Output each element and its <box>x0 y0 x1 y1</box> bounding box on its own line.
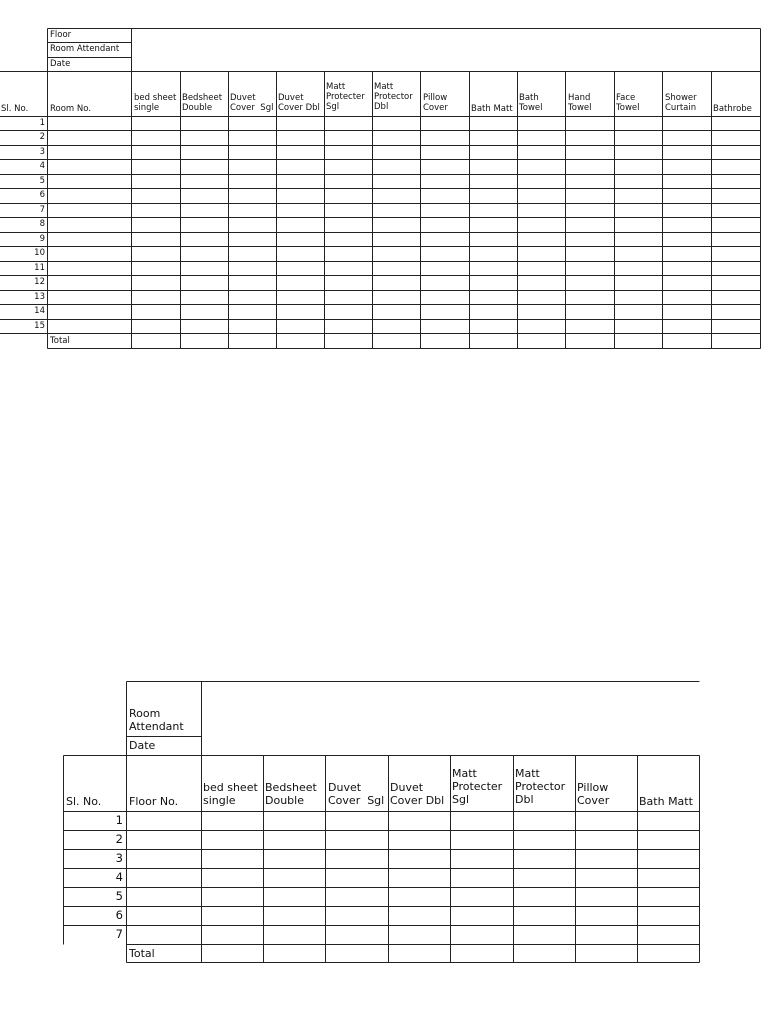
row-number: 6 <box>39 190 45 200</box>
col-header-room-no: Room No. <box>50 104 92 114</box>
row-number: 4 <box>115 870 123 884</box>
total-label: Total <box>129 947 155 960</box>
field-label-room-attendant: Room Attendant <box>50 44 120 54</box>
col-header-sl-no: Sl. No. <box>66 795 102 808</box>
row-number: 7 <box>39 205 45 215</box>
col-header-matt-protecter-sgl: Matt Protecter Sgl <box>452 767 503 806</box>
col-header-pillow-cover: Pillow Cover <box>423 93 448 113</box>
row-number: 1 <box>115 813 123 827</box>
row-number: 2 <box>115 832 123 846</box>
row-number: 2 <box>39 132 45 142</box>
col-header-duvet-cover-sgl: Duvet Cover Sgl <box>328 781 385 807</box>
linen-sheet-by-room <box>0 0 768 360</box>
row-number: 15 <box>34 321 45 331</box>
row-number: 14 <box>34 306 45 316</box>
col-header-duvet-cover-dbl: Duvet Cover Dbl <box>390 781 445 807</box>
row-number: 5 <box>115 889 123 903</box>
col-header-duvet-cover-sgl: Duvet Cover Sgl <box>230 93 274 113</box>
col-header-hand-towel: Hand Towel <box>568 93 592 113</box>
row-number: 4 <box>39 161 45 171</box>
row-number: 11 <box>34 263 45 273</box>
row-number: 3 <box>115 851 123 865</box>
col-header-pillow-cover: Pillow Cover <box>577 781 610 807</box>
row-number: 7 <box>115 927 123 941</box>
row-number: 9 <box>39 234 45 244</box>
col-header-shower-curtain: Shower Curtain <box>665 93 697 113</box>
row-number: 1 <box>39 118 45 128</box>
row-number: 8 <box>39 219 45 229</box>
col-header-bathrobe: Bathrobe <box>713 104 752 114</box>
col-header-bath-matt: Bath Matt <box>471 104 513 114</box>
field-label-date: Date <box>50 59 71 69</box>
row-number: 13 <box>34 292 45 302</box>
col-header-matt-protecter-sgl: Matt Protecter Sgl <box>326 82 365 112</box>
col-header-bed-sheet-single: bed sheet single <box>203 781 258 807</box>
col-header-bath-matt: Bath Matt <box>639 795 693 808</box>
col-header-bed-sheet-single: bed sheet single <box>134 93 177 113</box>
field-label-room-attendant: Room Attendant <box>129 707 184 733</box>
field-label-floor: Floor <box>50 30 72 40</box>
total-label: Total <box>50 336 70 346</box>
row-number: 6 <box>115 908 123 922</box>
field-label-date: Date <box>129 739 156 752</box>
row-number: 12 <box>34 277 45 287</box>
col-header-duvet-cover-dbl: Duvet Cover Dbl <box>278 93 320 113</box>
col-header-matt-protector-dbl: Matt Protector Dbl <box>374 82 413 112</box>
linen-sheet-by-floor <box>0 670 768 980</box>
col-header-bedsheet-double: Bedsheet Double <box>182 93 223 113</box>
col-header-sl-no: Sl. No. <box>1 104 29 114</box>
col-header-floor-no: Floor No. <box>129 795 179 808</box>
col-header-matt-protector-dbl: Matt Protector Dbl <box>515 767 566 806</box>
row-number: 3 <box>39 147 45 157</box>
row-number: 10 <box>34 248 45 258</box>
row-number: 5 <box>39 176 45 186</box>
table-1-grid <box>0 0 768 360</box>
col-header-bath-towel: Bath Towel <box>519 93 543 113</box>
col-header-bedsheet-double: Bedsheet Double <box>265 781 317 807</box>
col-header-face-towel: Face Towel <box>616 93 640 113</box>
